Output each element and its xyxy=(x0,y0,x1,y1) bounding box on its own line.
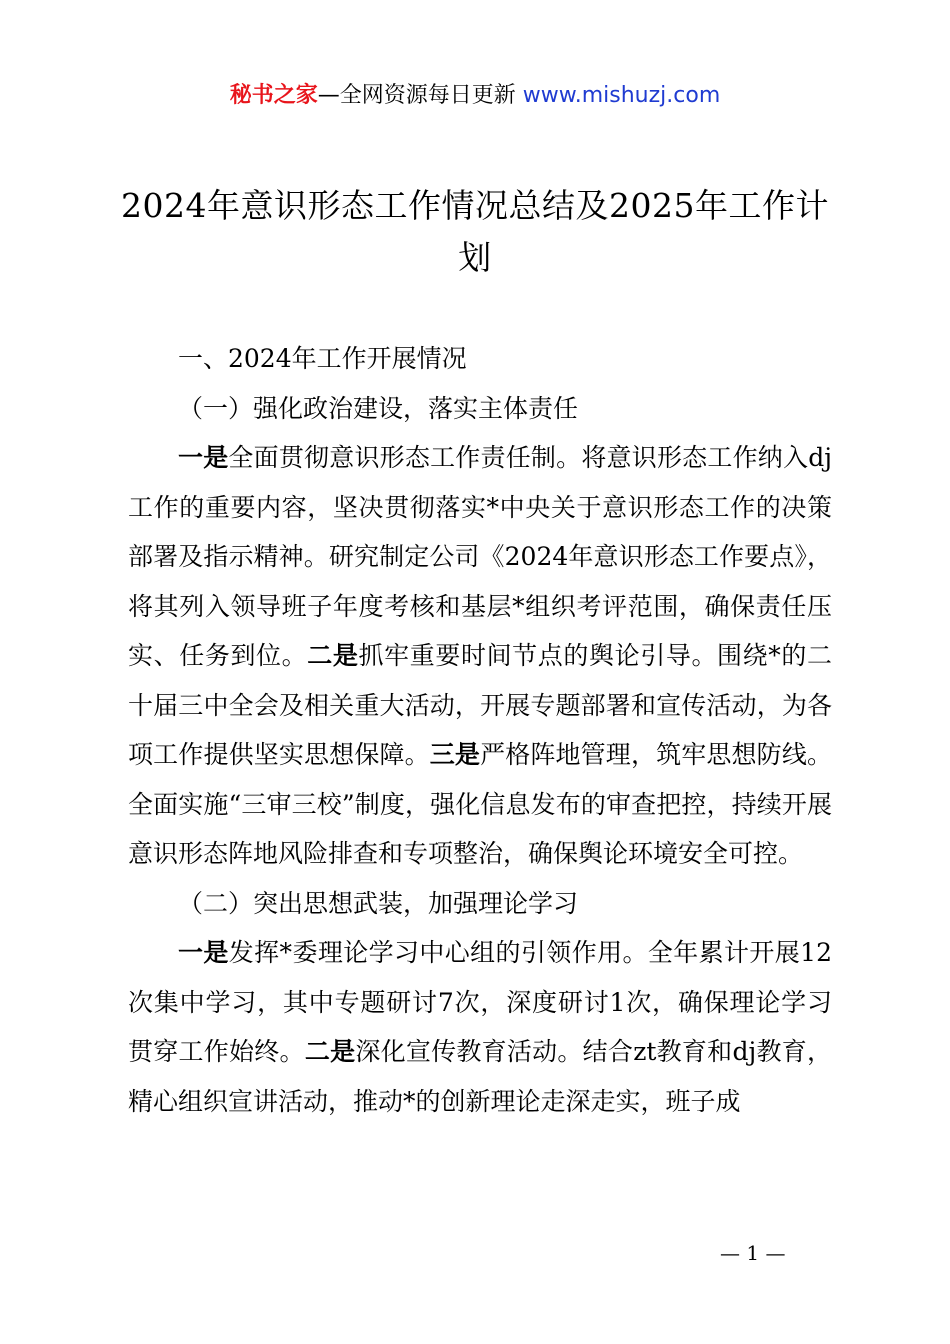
document-title: 2024年意识形态工作情况总结及2025年工作计划 xyxy=(121,186,829,277)
paragraph-text: 严格阵地管理，筑牢思想防线。全面实施“三审三校”制度，强化信息发布的审查把控，持续开展意识形态阵地风险排查和专项整治，确保舆论环境安全可控。 xyxy=(128,740,832,868)
paragraph-text: 全面贯彻意识形态工作责任制。将意识形态工作纳入dj工作的重要内容，坚决贯彻落实*中央关于意识形态工作的决策部署及指示精神。研究制定公司《2024年意识形态工作要点》，将其列入领导班子年度考核和基层*组织考评范围，确保责任压实、任务到位。 xyxy=(128,443,832,670)
page-number: — 1 — xyxy=(720,1241,786,1265)
brand-name: 秘书之家 xyxy=(229,83,318,108)
paragraph-text: 发挥*委理论学习中心组的引领作用。全年累计开展12次集中学习，其中专题研讨7次，深度研讨1次，确保理论学习贯穿工作始终。 xyxy=(128,938,832,1066)
paragraph-lead: 一是 xyxy=(178,443,229,472)
paragraph xyxy=(128,928,832,1126)
banner-tagline: —全网资源每日更新 xyxy=(317,83,523,108)
subsection-heading: （一）强化政治建设，落实主体责任 xyxy=(178,393,579,423)
paragraph-lead: 二是 xyxy=(304,1037,356,1066)
paragraph-lead: 二是 xyxy=(307,641,359,670)
document-body xyxy=(128,334,832,1126)
paragraph-lead: 三是 xyxy=(429,740,481,769)
banner-url[interactable]: www.mishuzj.com xyxy=(522,83,721,108)
paragraph-text: 抓牢重要时间节点的舆论引导。围绕*的二十届三中全会及相关重大活动，开展专题部署和宣传活动，为各项工作提供坚实思想保障。 xyxy=(128,641,832,769)
paragraph-text: 深化宣传教育活动。结合zt教育和dj教育，精心组织宣讲活动，推动*的创新理论走深走实，班子成 xyxy=(128,1037,832,1116)
subsection-heading: （二）突出思想武装，加强理论学习 xyxy=(178,888,579,918)
paragraph-lead: 一是 xyxy=(178,938,229,967)
paragraph xyxy=(128,433,832,879)
section-heading: 一、2024年工作开展情况 xyxy=(178,344,467,373)
site-banner xyxy=(0,80,950,112)
